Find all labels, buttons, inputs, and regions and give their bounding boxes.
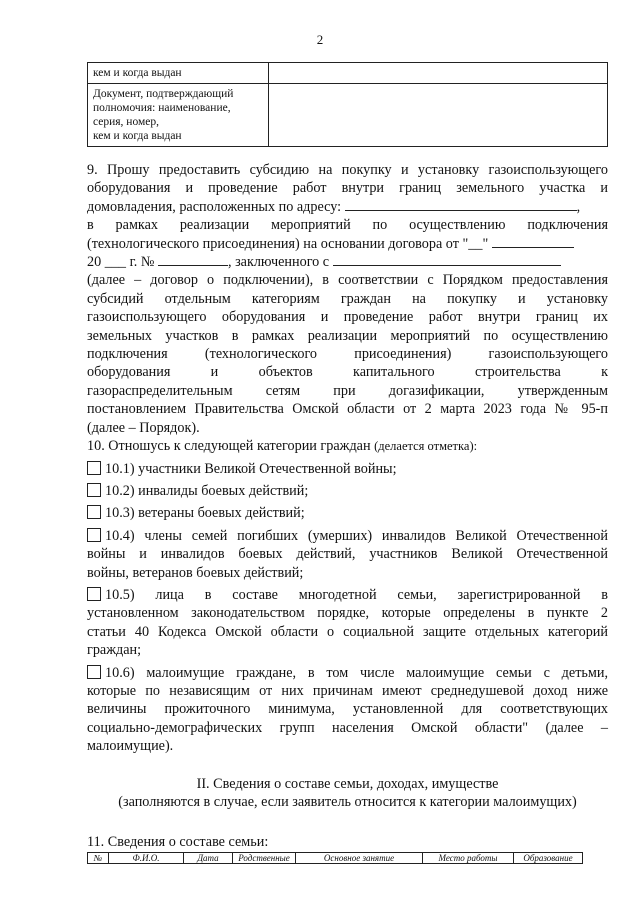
- family-table: [87, 852, 583, 864]
- section-subtitle: (заполняются в случае, если заявитель относится к категории малоимущих): [118, 794, 577, 810]
- contract-number-field[interactable]: [158, 253, 228, 266]
- col-occupation: Основное занятие: [296, 852, 423, 863]
- col-number: №: [88, 852, 109, 863]
- identity-table: [87, 62, 608, 147]
- section-title: II. Сведения о составе семьи, доходах, имуществе: [196, 775, 499, 792]
- checkbox-10-5[interactable]: [87, 587, 101, 601]
- col-education: Образование: [514, 852, 583, 863]
- category-note: (делается отметка):: [374, 439, 478, 454]
- page-number: 2: [316, 32, 324, 47]
- id-value-authority-doc[interactable]: [269, 84, 608, 147]
- col-relation: Родственные: [233, 852, 296, 863]
- category-heading: 10. Отношусь к следующей категории граждан: [87, 438, 371, 455]
- table-row: [88, 84, 608, 147]
- table-row: [88, 63, 608, 84]
- checkbox-10-4[interactable]: [87, 528, 101, 542]
- checkbox-10-2[interactable]: [87, 483, 101, 497]
- id-label-authority-doc: Документ, подтверждающий полномочия: наименование, серия, номер, кем и когда выдан: [88, 84, 269, 147]
- id-value-issued[interactable]: [269, 63, 608, 84]
- paragraph-10: 10. Отношусь к следующей категории граждан (делается отметка): 10.1) участники Великой Отечественной войны; 10.2) инвалиды боевых действий; 10.3) ветераны боевых действий; 10.4) члены семей погибших (умерших) инвалидов Великой Отечественной войны и инвалидов боевых действий, участников Великой Отечественной войны, ветеранов боевых действий; 10.5) лица в составе многодетной семьи, зарегистрированной в установленном законодательством порядке, которые определены в пункте 2 статьи 40 Кодекса Омской области о социальной защите отдельных категорий граждан; 10.6) малоимущие граждане, в том числе малоимущие семьи с детьми, которые по независящим от них причинам имеют среднедушевой доход ниже величины прожиточного минимума, установленной для соответствующих социально-демографических групп населения Омской области" (далее – малоимущие).: [87, 438, 608, 755]
- col-name: Ф.И.О.: [109, 852, 184, 863]
- paragraph-9: 9. Прошу предоставить субсидию на покупку и установку газоиспользующего оборудования и проведение работ внутри границ земельного участка и домовладения, расположенных по адресу: , в рамках реализации мероприятий по осуществлению подключения (технологического присоединения) на основании договора от "__" 20 ___ г. № , заключенного с (далее – договор о подключении), в соответствии с Порядком предоставления субсидий отдельным категориям граждан на покупку и установку газоиспользующего оборудования и проведение работ внутри границ их земельных участков в рамках реализации мероприятий по осуществлению подключения (технологического присоединения) газоиспользующего оборудования и объектов капитального строительства к газораспределительным сетям при догазификации, утвержденным постановлением Правительства Омской области от 2 марта 2023 года № 95-п (далее – Порядок).: [87, 162, 608, 436]
- checkbox-10-6[interactable]: [87, 665, 101, 679]
- col-workplace: Место работы: [423, 852, 514, 863]
- contract-date-field[interactable]: [492, 235, 574, 248]
- contractor-field[interactable]: [333, 253, 561, 266]
- col-date: Дата: [184, 852, 233, 863]
- checkbox-10-1[interactable]: [87, 461, 101, 475]
- table-header-row: [88, 852, 583, 863]
- paragraph-11: [87, 833, 608, 863]
- family-heading: 11. Сведения о составе семьи:: [87, 834, 269, 851]
- section-2-heading: [87, 775, 608, 812]
- document-body: [87, 161, 608, 864]
- id-label-issued: кем и когда выдан: [88, 63, 269, 84]
- checkbox-10-3[interactable]: [87, 505, 101, 519]
- address-field[interactable]: [345, 198, 577, 211]
